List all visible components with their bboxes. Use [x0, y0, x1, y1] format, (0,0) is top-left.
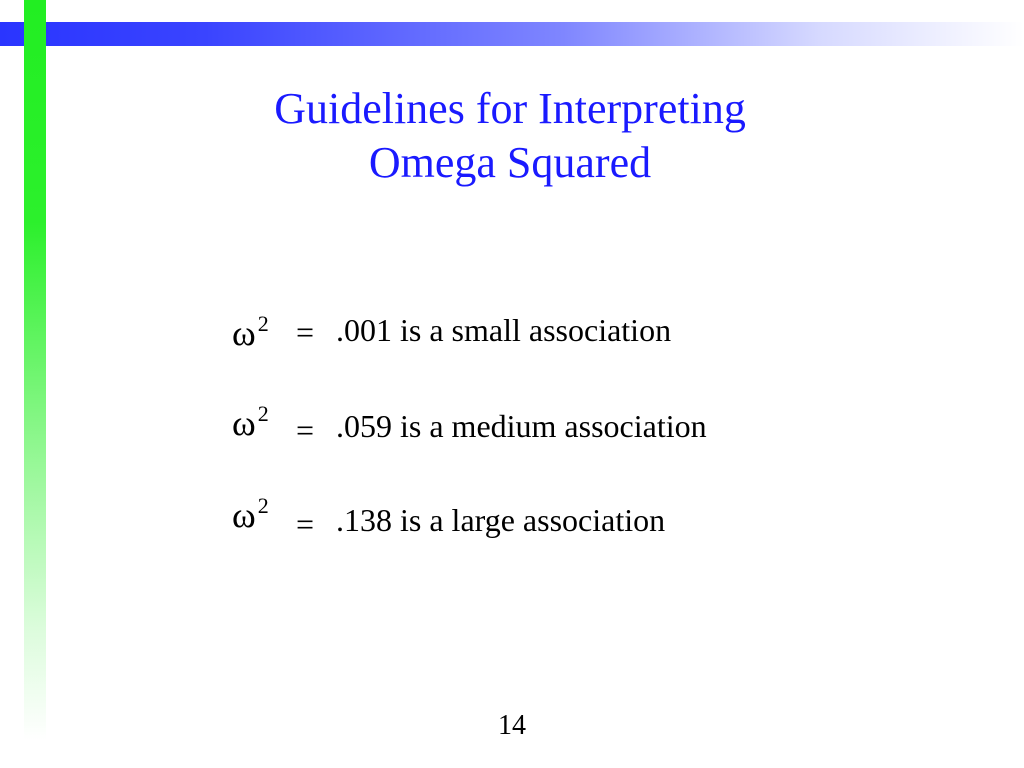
guideline-text: .138 is a large association — [336, 502, 666, 538]
title-line-1: Guidelines for Interpreting — [274, 84, 746, 133]
exponent: 2 — [257, 311, 269, 336]
guideline-row-small — [232, 306, 872, 402]
omega-symbol: $\omega^2$ — [232, 493, 269, 535]
page-number: 14 — [498, 710, 526, 741]
omega-symbol: $\omega^2$ — [232, 311, 269, 353]
slide-title — [150, 82, 870, 190]
guideline-text: .001 is a small association — [336, 312, 672, 348]
equals-sign: = — [296, 314, 315, 350]
left-gradient-bar — [24, 0, 46, 740]
guideline-text: .059 is a medium association — [336, 408, 707, 444]
omega-symbol: $\omega^2$ — [232, 401, 269, 443]
exponent: 2 — [257, 493, 269, 518]
title-line-2: Omega Squared — [368, 138, 652, 187]
exponent: 2 — [257, 401, 269, 426]
guideline-row-large — [232, 493, 872, 594]
equals-sign: = — [296, 506, 315, 542]
guideline-list — [232, 306, 872, 594]
equals-sign: = — [296, 412, 315, 448]
guideline-row-medium — [232, 402, 872, 498]
top-gradient-bar — [0, 22, 1024, 46]
